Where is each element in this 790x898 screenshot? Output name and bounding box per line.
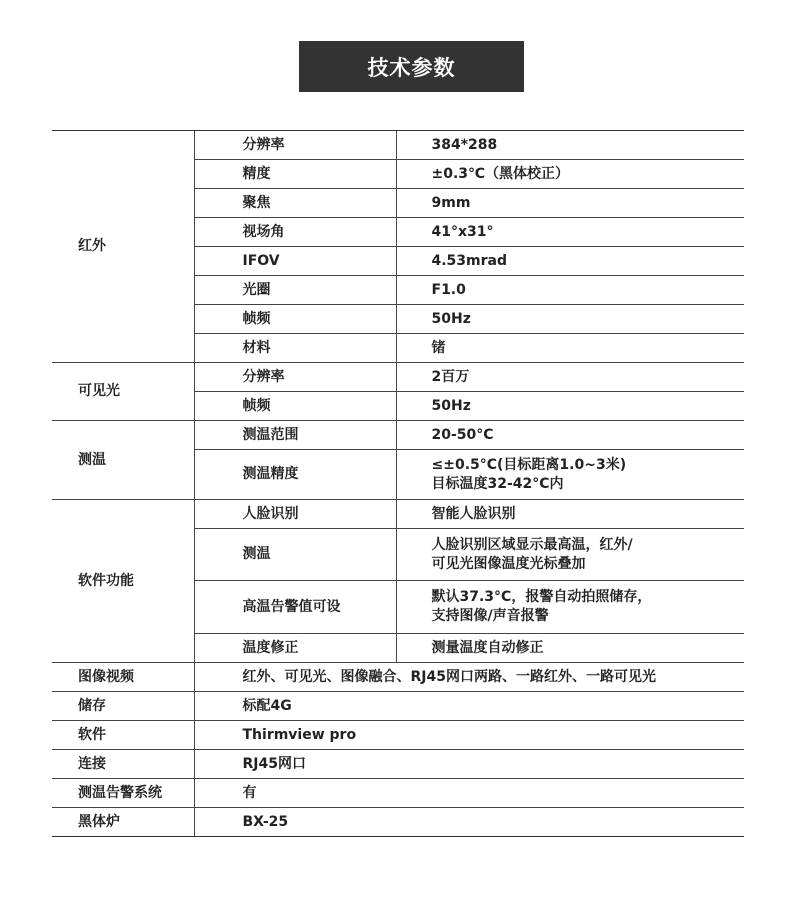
param-value	[396, 218, 744, 247]
param-value	[396, 131, 744, 160]
param-label: 高温告警值可设	[194, 581, 396, 634]
param-label: 视场角	[194, 218, 396, 247]
value-line: 默认37.3°C，报警自动拍照储存，	[431, 589, 652, 605]
category-label: 可见光	[52, 363, 194, 421]
param-value	[396, 450, 744, 500]
category-label: 红外	[52, 131, 194, 363]
spec-row	[52, 692, 744, 721]
param-label: 材料	[194, 334, 396, 363]
param-label: 测温范围	[194, 421, 396, 450]
param-label: 光圈	[194, 276, 396, 305]
param-label: 帧频	[194, 392, 396, 421]
param-value	[396, 500, 744, 529]
spec-row	[52, 808, 744, 837]
value-line: 4.53mrad	[431, 252, 508, 269]
param-value	[396, 421, 744, 450]
value-line: 50Hz	[431, 310, 471, 327]
category-label: 图像视频	[52, 663, 194, 692]
param-value	[396, 634, 744, 663]
value-line: 20-50°C	[431, 426, 494, 443]
value-line: 50Hz	[431, 397, 471, 414]
param-label: 温度修正	[194, 634, 396, 663]
param-label: 测温	[194, 529, 396, 581]
spec-row	[52, 779, 744, 808]
value-line: F1.0	[431, 281, 466, 298]
value-line: 人脸识别区域显示最高温，红外/	[431, 536, 633, 553]
spec-row	[52, 721, 744, 750]
spec-table	[52, 130, 744, 837]
param-label: 聚焦	[194, 189, 396, 218]
value-line: 目标温度32-42°C内	[431, 475, 564, 492]
param-value	[396, 189, 744, 218]
spec-row	[52, 663, 744, 692]
value-line: ≤±0.5°C(目标距离1.0~3米)	[431, 456, 627, 473]
spec-row	[52, 750, 744, 779]
value-line: 可见光图像温度光标叠加	[431, 555, 586, 572]
param-value	[396, 305, 744, 334]
param-label: 分辨率	[194, 363, 396, 392]
category-label: 黑体炉	[52, 808, 194, 837]
param-value: 标配4G	[194, 692, 744, 721]
param-value	[396, 160, 744, 189]
spec-row	[52, 421, 744, 450]
param-value	[396, 581, 744, 634]
value-line: 智能人脸识别	[431, 505, 516, 522]
param-value: 有	[194, 779, 744, 808]
param-value: RJ45网口	[194, 750, 744, 779]
value-line: 9mm	[431, 194, 471, 211]
value-line: 41°x31°	[431, 223, 494, 240]
value-line: ±0.3℃（黑体校正）	[431, 165, 569, 182]
category-label: 测温告警系统	[52, 779, 194, 808]
value-line: 2百万	[431, 368, 470, 385]
value-line: 支持图像/声音报警	[431, 608, 549, 624]
spec-row	[52, 500, 744, 529]
page-title: 技术参数	[299, 41, 524, 92]
category-label: 软件	[52, 721, 194, 750]
param-value	[396, 529, 744, 581]
category-label: 储存	[52, 692, 194, 721]
param-label: IFOV	[194, 247, 396, 276]
value-line: 384*288	[431, 136, 498, 153]
param-value	[396, 334, 744, 363]
param-label: 精度	[194, 160, 396, 189]
spec-row	[52, 363, 744, 392]
param-label: 分辨率	[194, 131, 396, 160]
param-value	[396, 392, 744, 421]
param-value: BX-25	[194, 808, 744, 837]
category-label: 软件功能	[52, 500, 194, 663]
param-value: Thirmview pro	[194, 721, 744, 750]
spec-row	[52, 131, 744, 160]
param-label: 帧频	[194, 305, 396, 334]
category-label: 测温	[52, 421, 194, 500]
param-value: 红外、可见光、图像融合、RJ45网口两路、一路红外、一路可见光	[194, 663, 744, 692]
category-label: 连接	[52, 750, 194, 779]
param-label: 测温精度	[194, 450, 396, 500]
param-value	[396, 276, 744, 305]
param-value	[396, 363, 744, 392]
value-line: 测量温度自动修正	[431, 639, 544, 656]
value-line: 锗	[431, 339, 446, 356]
param-value	[396, 247, 744, 276]
param-label: 人脸识别	[194, 500, 396, 529]
